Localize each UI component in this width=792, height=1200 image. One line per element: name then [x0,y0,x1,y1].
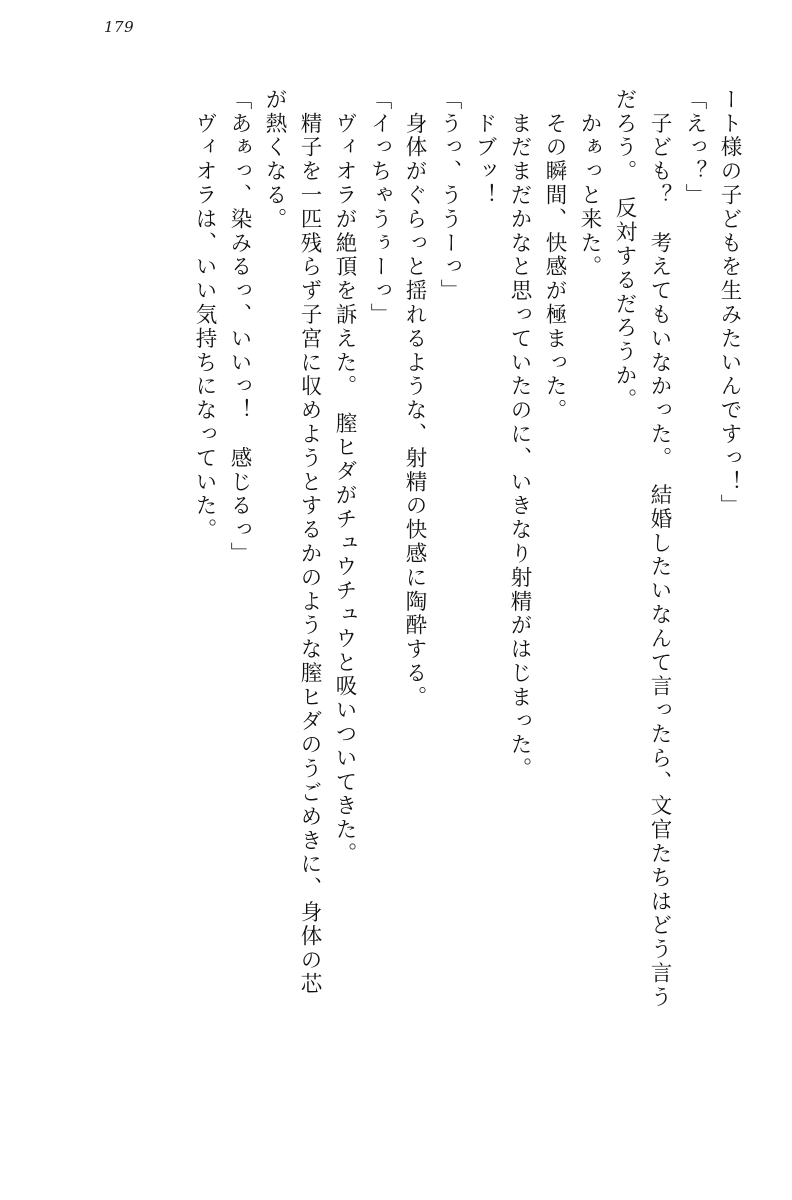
text-line: ヴィオラが絶頂を訴えた。 膣ヒダがチュウチュウと吸いついてきた。 [332,88,357,866]
text-line: ート様の子どもを生みたいんですっ！」 [717,88,742,519]
page-number: 179 [104,18,135,36]
text-line: 「うっ、ううーっ」 [437,88,462,304]
text-line: 子ども？ 考えてもいなかった。 結婚したいなんて言ったら、文官たちはどう言う [647,88,672,1010]
text-line: 「えっ？」 [682,88,707,208]
text-line: かぁっと来た。 [577,88,602,280]
text-line: が熱くなる。 [262,88,287,232]
text-line: 「イっちゃうぅーっ」 [367,88,392,327]
text-line: 精子を一匹残らず子宮に収めようとするかのような膣ヒダのうごめきに、身体の芯 [297,88,322,997]
text-line: その瞬間、快感が極まった。 [542,88,567,423]
text-line: まだまだかなと思っていたのに、いきなり射精がはじまった。 [507,88,532,782]
text-line: 「あぁっ、染みるっ、いいっ！ 感じるっ」 [227,88,252,566]
text-line: ドブッ！ [472,88,497,208]
text-line: ヴィオラは、いい気持ちになっていた。 [192,88,217,543]
body-text-block [80,88,740,1163]
text-line: 身体がぐらっと揺れるような、射精の快感に陶酔する。 [402,88,427,710]
text-line: だろう。 反対するだろうか。 [612,88,637,412]
